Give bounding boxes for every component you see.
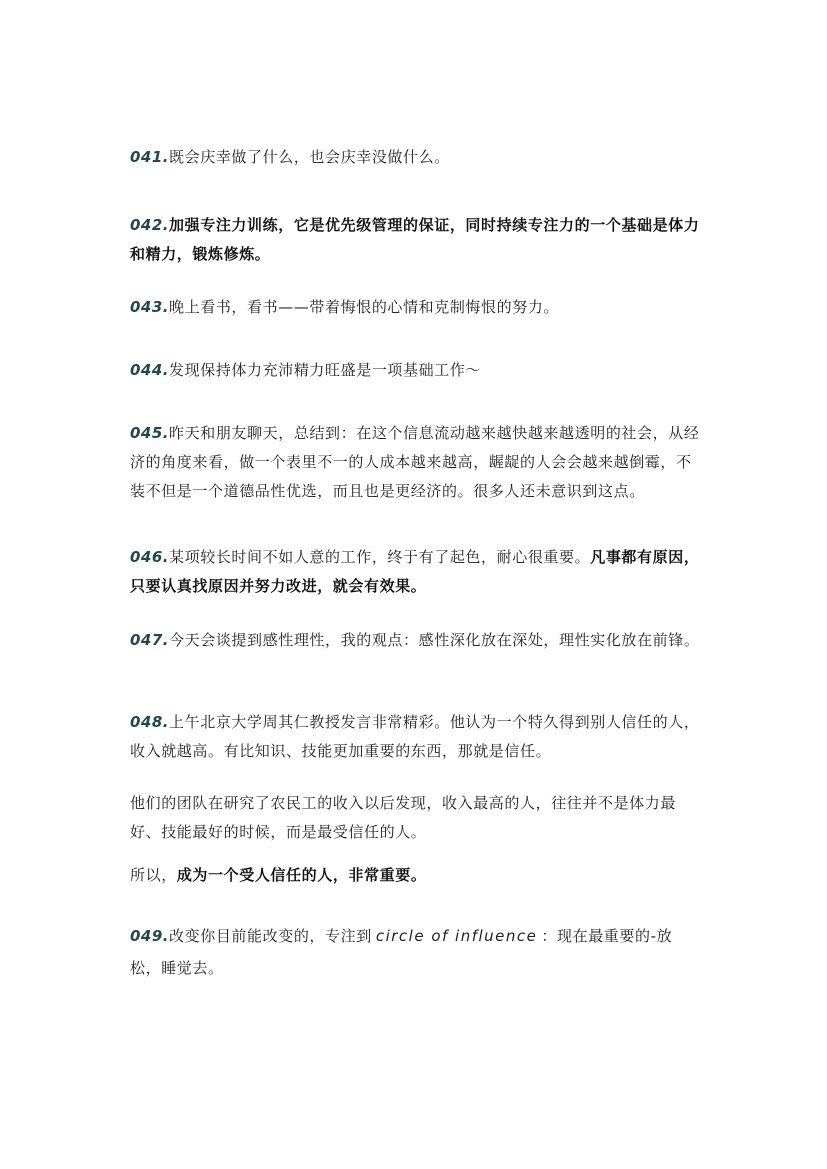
entry-number: 041. [130, 148, 170, 166]
entry-text: 晚上看书，看书——带着悔恨的心情和克制悔恨的努力。 [169, 298, 560, 316]
entry-046 [130, 543, 700, 601]
entry-bold-text: 凡事都有原因，只要认真找原因并努力改进，就会有效果。 [130, 548, 700, 595]
entry-049 [130, 920, 700, 984]
entry-text: 上午北京大学周其仁教授发言非常精彩。他认为一个特久得到别人信任的人，收入就越高。有比知识、技能更加重要的东西，那就是信任。 [130, 713, 700, 760]
entry-text: 既会庆幸做了什么，也会庆幸没做什么。 [169, 148, 450, 166]
entry-048-paragraph-3 [130, 861, 700, 890]
entry-number: 049. [130, 927, 170, 945]
entry-text: 改变你目前能改变的，专注到 [169, 927, 372, 945]
entry-text: 发现保持体力充沛精力旺盛是一项基础工作～ [169, 361, 482, 379]
entry-number: 046. [130, 548, 170, 566]
entry-number: 043. [130, 298, 170, 316]
entry-047 [130, 626, 700, 655]
entry-text: 某项较长时间不如人意的工作，终于有了起色，耐心很重要。 [169, 548, 591, 566]
entry-048-paragraph-2 [130, 789, 700, 847]
entry-number: 044. [130, 361, 170, 379]
entry-english-phrase: circle of influence [375, 927, 538, 945]
entry-048 [130, 708, 700, 766]
entry-number: 048. [130, 713, 170, 731]
entry-text: 昨天和朋友聊天，总结到：在这个信息流动越来越快越来越透明的社会，从经济的角度来看，做一个表里不一的人成本越来越高，龌龊的人会会越来越倒霉，不装不但是一个道德品性优选，而且也是更经济的。很多人还未意识到这点。 [130, 424, 700, 500]
entry-text: 他们的团队在研究了农民工的收入以后发现，收入最高的人，往往并不是体力最好、技能最好的时候，而是最受信任的人。 [130, 794, 677, 841]
entry-number: 047. [130, 631, 170, 649]
entry-bold-text: 加强专注力训练，它是优先级管理的保证，同时持续专注力的一个基础是体力和精力，锻炼修炼。 [130, 216, 700, 263]
entry-number: 042. [130, 216, 170, 234]
entry-045 [130, 419, 700, 506]
entry-043 [130, 293, 700, 322]
entry-text: ：现在最重要的-放松，睡觉去。 [130, 927, 673, 977]
entry-text: 所以， [130, 866, 177, 884]
entry-number: 045. [130, 424, 170, 442]
entry-text: 今天会谈提到感性理性，我的观点：感性深化放在深处，理性实化放在前锋。 [169, 631, 700, 649]
entry-044 [130, 356, 700, 385]
entry-042 [130, 211, 700, 269]
entry-041 [130, 143, 700, 172]
entry-bold-text: 成为一个受人信任的人，非常重要。 [176, 866, 427, 884]
